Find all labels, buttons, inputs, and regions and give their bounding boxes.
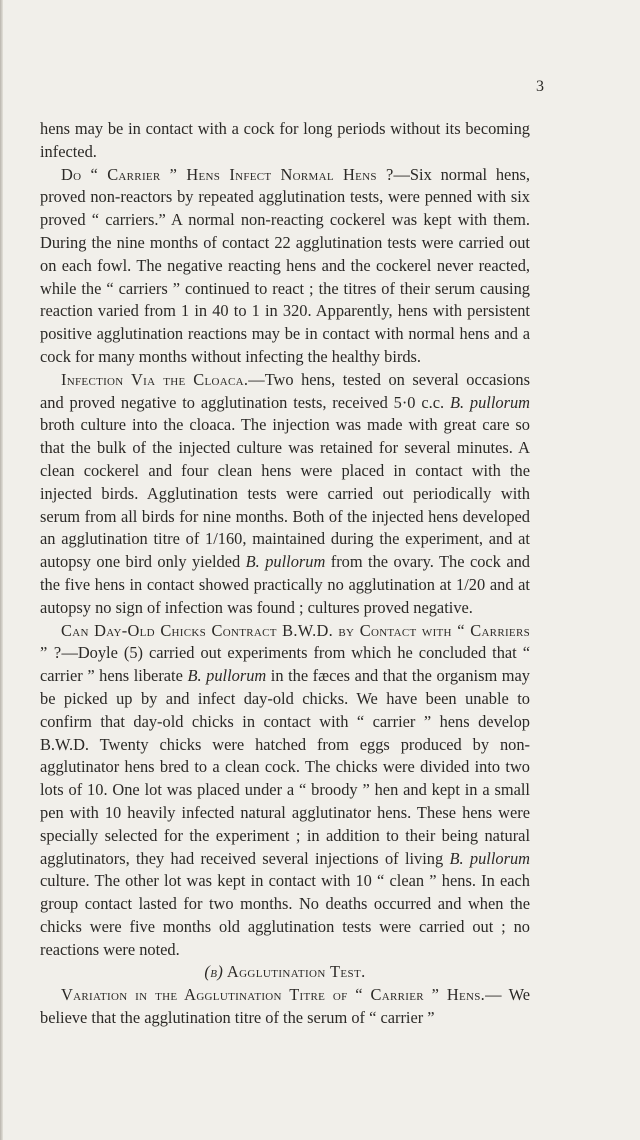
paragraph-text: broth culture into the cloaca. The injection was made with great care so that the bulk of the injected culture was retained for several minutes. A clean cockerel and four clean hens were placed in contact with the injected birds. Agglutination tests were carried out periodically with serum from all birds for nine months. Both of the injected hens developed an agglutination titre of 1/160, maintained during the experiment, and at autopsy one bird only yielded xyxy=(40,415,530,572)
species-name: B. pullorum xyxy=(449,392,531,412)
run-in-heading: Infection Via the Cloaca. xyxy=(61,369,249,389)
paragraph-text: —Six normal hens, proved non-reactors by repeated agglutination tests, were penned with six proved “ carriers.” A normal non-reacting cockerel was kept with them. During the nine months of contact 22 agglutination tests were carried out on each fowl. The negative reacting hens and the cockerel never reacted, while the “ carriers ” continued to react ; the titres of their serum causing reaction varied from 1 in 40 to 1 in 320. Apparently, hens with persistent positive agglutination reactions may be in contact with normal hens and a cock for many months without infecting the healthy birds. xyxy=(40,164,530,366)
section-title: Agglutination Test. xyxy=(226,962,366,982)
paragraph-text: in the fæces and that the organism may be picked up by and infect day-old chicks. We have been unable to confirm that day-old chicks in contact with “ carrier ” hens develop B.W.D. Twenty chicks were hatched from eggs produced by non-agglutinator hens bred to a clean cock. The chicks were divided into two lots of 10. One lot was placed under a “ broody ” hen and kept in a small pen with 10 heavily infected natural agglutinator hens. These hens were specially selected for the experiment ; in addition to their being natural agglutinators, they had received several injections of living xyxy=(40,666,530,868)
paragraph-text: from the ovary. The cock and the five hens in contact showed practically no agglutination at 1/20 and at autopsy no sign of infection was found ; cultures proved negative. xyxy=(40,552,530,617)
paragraph-text: — We believe that the agglutination titre of the serum of “ carrier ” xyxy=(40,985,531,1028)
run-in-heading: Variation in the Agglutination Titre of “ Carrier ” Hens. xyxy=(61,985,486,1005)
paragraph-carrier-hens xyxy=(40,164,530,369)
section-heading xyxy=(40,961,530,984)
paragraph-text: hens may be in contact with a cock for long periods without its becoming infected. xyxy=(40,119,530,161)
paragraph-cloaca xyxy=(40,369,530,620)
paragraph-day-old-chicks xyxy=(40,620,530,962)
paragraph-continuation xyxy=(40,118,530,164)
paragraph-titre-variation xyxy=(40,984,530,1030)
body-text xyxy=(40,118,530,1030)
paragraph-text: —Two hens, tested on several occasions and proved negative to agglutination tests, received 5·0 c.c. xyxy=(40,369,530,412)
page-number: 3 xyxy=(536,78,544,95)
paragraph-text: —Doyle (5) carried out experiments from which he concluded that “ carrier ” hens liberate xyxy=(40,643,530,686)
species-name: B. pullorum xyxy=(187,666,267,686)
paragraph-text: culture. The other lot was kept in contact with 10 “ clean ” hens. In each group contact lasted for two months. No deaths occurred and when the chicks were five months old agglutination tests were carried out ; no reactions were noted. xyxy=(40,871,530,959)
run-in-heading: Can Day-Old Chicks Contract B.W.D. by Contact with “ Carriers ” ? xyxy=(40,620,530,663)
page-edge xyxy=(0,0,3,1140)
species-name: B. pullorum xyxy=(245,552,326,572)
species-name: B. pullorum xyxy=(449,848,530,868)
run-in-heading: Do “ Carrier ” Hens Infect Normal Hens ? xyxy=(61,164,394,184)
section-label: (b) xyxy=(204,962,224,982)
